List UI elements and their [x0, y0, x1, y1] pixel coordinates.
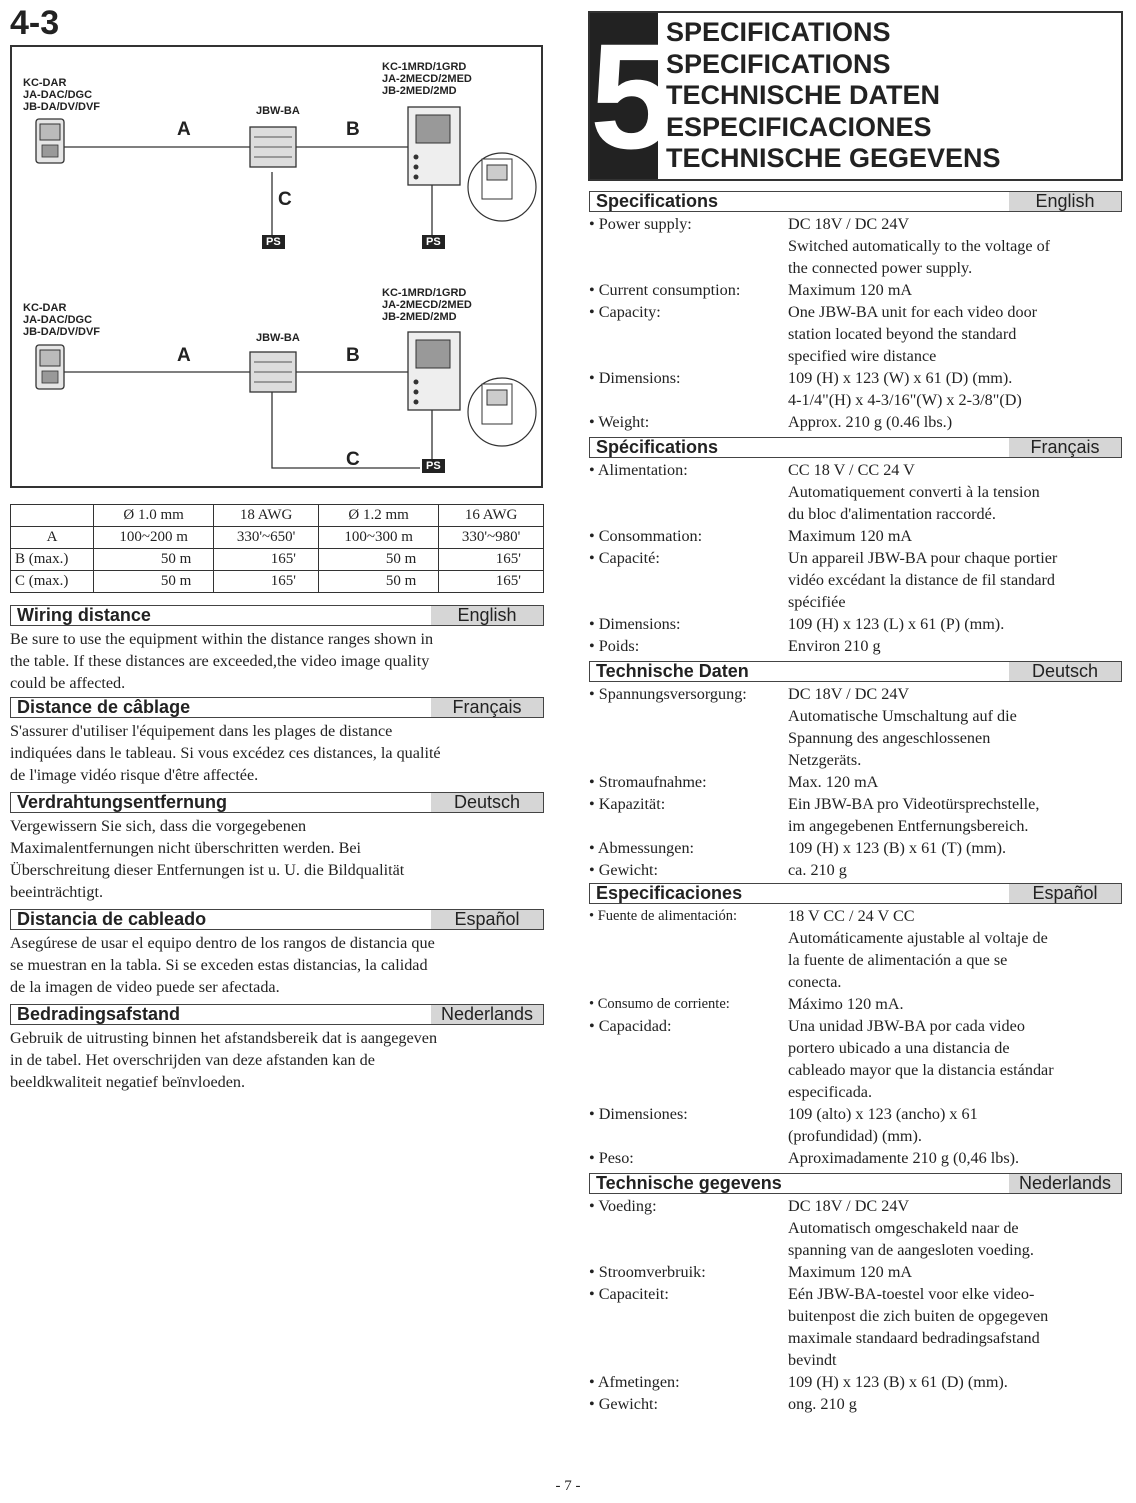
spec-value	[788, 525, 1123, 547]
spec-key: • Consumo de corriente:	[589, 996, 730, 1012]
spec-value	[788, 793, 1123, 837]
spec-key: • Gewicht:	[589, 1395, 659, 1413]
paragraph-line: de l'image vidéo risque d'être affectée.	[10, 766, 259, 784]
spec-value-line: ong. 210 g	[788, 1395, 857, 1413]
spec-row	[589, 1147, 1129, 1169]
chapter-title: SPECIFICATIONS	[666, 48, 891, 79]
power-supply-badge: PS	[422, 459, 445, 473]
language-label: Nederlands	[1009, 1174, 1121, 1193]
spec-value-line: Maximum 120 mA	[788, 527, 913, 545]
door-station-icon	[36, 119, 64, 163]
section-header	[10, 909, 544, 930]
spec-value-line: 18 V CC / 24 V CC	[788, 907, 915, 925]
paragraph-line: Überschreitung dieser Entfernungen ist u. U. die Bildqualität	[10, 861, 405, 879]
spec-row	[589, 1103, 1129, 1147]
table-row	[11, 527, 544, 549]
spec-value-line: Automatische Umschaltung auf die	[788, 707, 1017, 725]
spec-value-line: especificada.	[788, 1083, 873, 1101]
spec-value-line: 109 (H) x 123 (L) x 61 (P) (mm).	[788, 615, 1005, 633]
language-label: English	[1009, 192, 1121, 211]
section-header	[10, 792, 544, 813]
spec-row	[589, 213, 1129, 279]
spec-row	[589, 905, 1129, 993]
paragraph-line: Asegúrese de usar el equipo dentro de los rangos de distancia que	[10, 934, 435, 952]
spec-value	[788, 635, 1123, 657]
paragraph-line: S'assurer d'utiliser l'équipement dans les plages de distance	[10, 722, 393, 740]
spec-value-line: portero ubicado a una distancia de	[788, 1039, 1010, 1057]
table-cell: 100~300 m	[318, 527, 438, 549]
spec-value	[788, 411, 1123, 433]
spec-key: • Current consumption:	[589, 281, 741, 299]
section-paragraph	[10, 932, 544, 998]
section-title: Distance de câblage	[17, 697, 191, 717]
spec-row	[589, 613, 1129, 635]
spec-value	[788, 279, 1123, 301]
table-cell: B (max.)	[11, 549, 94, 571]
spec-value-line: 109 (H) x 123 (B) x 61 (D) (mm).	[788, 1373, 1008, 1391]
section-paragraph	[10, 720, 544, 786]
table-header-row	[11, 505, 544, 527]
spec-key: • Capacidad:	[589, 1017, 672, 1035]
spec-value	[788, 1195, 1123, 1261]
spec-value-line: ca. 210 g	[788, 861, 847, 879]
section-paragraph	[10, 815, 544, 903]
spec-value-line: 109 (H) x 123 (B) x 61 (T) (mm).	[788, 839, 1007, 857]
spec-value	[788, 1147, 1123, 1169]
paragraph-line: Maximalentfernungen nicht überschritten werden. Bei	[10, 839, 362, 857]
spec-row	[589, 793, 1129, 837]
cable-c-label: C	[278, 189, 292, 210]
chapter-title: SPECIFICATIONS	[666, 17, 891, 47]
wiring-diagram	[10, 45, 543, 488]
spec-value	[788, 1261, 1123, 1283]
paragraph-line: de la imagen de video puede ser afectada.	[10, 978, 280, 996]
section-title: Distancia de cableado	[17, 909, 207, 929]
spec-value	[788, 547, 1123, 613]
paragraph-line: Be sure to use the equipment within the distance ranges shown in	[10, 630, 434, 648]
spec-key: • Kapazität:	[589, 795, 666, 813]
section-title: Spécifications	[596, 437, 719, 457]
table-cell: 50 m	[94, 549, 214, 571]
cable-b-label: B	[346, 119, 360, 140]
language-label: Deutsch	[431, 793, 543, 812]
spec-row	[589, 1261, 1129, 1283]
section-title: Technische Daten	[596, 661, 749, 681]
spec-value	[788, 837, 1123, 859]
adaptor-label: JBW-BA	[256, 105, 300, 117]
spec-value-line: la fuente de alimentación a que se	[788, 951, 1008, 969]
table-header-cell: Ø 1.2 mm	[318, 505, 438, 527]
table-cell: 165'	[214, 571, 319, 593]
spec-value-line: specified wire distance	[788, 347, 937, 365]
adaptor-icon	[250, 352, 296, 392]
paragraph-line: in de tabel. Het overschrijden van deze afstanden kan de	[10, 1051, 375, 1069]
spec-value-line: Eén JBW-BA-toestel voor elke video-	[788, 1285, 1035, 1303]
spec-value-line: buitenpost die zich buiten de opgegeven	[788, 1307, 1049, 1325]
section-title: Wiring distance	[17, 605, 151, 625]
section-header	[589, 1173, 1122, 1194]
spec-key: • Abmessungen:	[589, 839, 695, 857]
language-label: English	[431, 606, 543, 625]
spec-value-line: DC 18V / DC 24V	[788, 1197, 910, 1215]
table-header-cell: 16 AWG	[439, 505, 544, 527]
spec-value-line: 109 (alto) x 123 (ancho) x 61	[788, 1105, 978, 1123]
spec-value-line: Max. 120 mA	[788, 773, 879, 791]
spec-row	[589, 771, 1129, 793]
spec-row	[589, 301, 1129, 367]
spec-value-line: Spannung des angeschlossenen	[788, 729, 991, 747]
section-number: 4-3	[10, 4, 60, 42]
spec-row	[589, 1393, 1129, 1415]
spec-row	[589, 367, 1129, 411]
paragraph-line: Gebruik de uitrusting binnen het afstandsbereik dat is aangegeven	[10, 1029, 438, 1047]
spec-row	[589, 547, 1129, 613]
section-title: Technische gegevens	[596, 1173, 782, 1193]
spec-key: • Capacité:	[589, 549, 660, 567]
spec-value-line: Netzgeräts.	[788, 751, 862, 769]
table-cell: 50 m	[318, 549, 438, 571]
spec-value-line: du bloc d'alimentation raccordé.	[788, 505, 996, 523]
table-cell: C (max.)	[11, 571, 94, 593]
section-header	[589, 661, 1122, 682]
spec-row	[589, 1015, 1129, 1103]
spec-value	[788, 771, 1123, 793]
spec-value-line: Una unidad JBW-BA por cada video	[788, 1017, 1025, 1035]
door-station-label: KC-DAR JA-DAC/DGC JB-DA/DV/DVF	[23, 302, 101, 338]
chapter-number: 5	[590, 12, 674, 180]
spec-value-line: DC 18V / DC 24V	[788, 685, 910, 703]
chapter-title: ESPECIFICACIONES	[666, 111, 932, 142]
spec-key: • Gewicht:	[589, 861, 659, 879]
table-cell: 165'	[439, 549, 544, 571]
monitor-label: KC-1MRD/1GRD JA-2MECD/2MED JB-2MED/2MD	[382, 287, 472, 323]
spec-value-line: 109 (H) x 123 (W) x 61 (D) (mm).	[788, 369, 1013, 387]
adaptor-label: JBW-BA	[256, 332, 300, 344]
spec-key: • Afmetingen:	[589, 1373, 680, 1391]
spec-value-line: Automatisch omgeschakeld naar de	[788, 1219, 1019, 1237]
spec-key: • Weight:	[589, 413, 650, 431]
table-header-cell	[11, 505, 94, 527]
spec-value-line: Máximo 120 mA.	[788, 995, 904, 1013]
spec-value	[788, 367, 1123, 411]
spec-value-line: spécifiée	[788, 593, 846, 611]
table-cell: 100~200 m	[94, 527, 214, 549]
spec-row	[589, 279, 1129, 301]
section-title: Bedradingsafstand	[17, 1004, 181, 1024]
spec-key: • Fuente de alimentación:	[589, 908, 738, 924]
spec-value-line: CC 18 V / CC 24 V	[788, 461, 915, 479]
paragraph-line: could be affected.	[10, 674, 126, 692]
spec-key: • Voeding:	[589, 1197, 657, 1215]
spec-row	[589, 1195, 1129, 1261]
spec-value-line: conecta.	[788, 973, 842, 991]
spec-value	[788, 1393, 1123, 1415]
language-label: Español	[431, 910, 543, 929]
spec-value	[788, 1015, 1123, 1103]
language-label: Deutsch	[1009, 662, 1121, 681]
spec-value-line: maximale standaard bedradingsafstand	[788, 1329, 1040, 1347]
spec-value-line: Aproximadamente 210 g (0,46 lbs).	[788, 1149, 1020, 1167]
spec-row	[589, 459, 1129, 525]
language-label: Français	[1009, 438, 1121, 457]
spec-value-line: Approx. 210 g (0.46 lbs.)	[788, 413, 953, 431]
spec-value	[788, 301, 1123, 367]
spec-value-line: Un appareil JBW-BA pour chaque portier	[788, 549, 1058, 567]
spec-value-line: 4-1/4"(H) x 4-3/16"(W) x 2-3/8"(D)	[788, 391, 1022, 409]
monitor-label: KC-1MRD/1GRD JA-2MECD/2MED JB-2MED/2MD	[382, 61, 472, 97]
section-header	[10, 1004, 544, 1025]
spec-value-line: Automatiquement converti à la tension	[788, 483, 1040, 501]
spec-key: • Dimensions:	[589, 615, 681, 633]
spec-row	[589, 1283, 1129, 1371]
spec-row	[589, 859, 1129, 881]
spec-key: • Consommation:	[589, 527, 703, 545]
spec-row	[589, 683, 1129, 771]
adaptor-icon	[250, 127, 296, 167]
chapter-title: TECHNISCHE DATEN	[666, 80, 941, 110]
table-cell: 330'~650'	[214, 527, 319, 549]
spec-value-line: Automáticamente ajustable al voltaje de	[788, 929, 1048, 947]
spec-value	[788, 1103, 1123, 1147]
spec-row	[589, 1371, 1129, 1393]
spec-value-line: Ein JBW-BA pro Videotürsprechstelle,	[788, 795, 1040, 813]
spec-row	[589, 993, 1129, 1015]
paragraph-line: Vergewissern Sie sich, dass die vorgegebenen	[10, 817, 307, 835]
spec-row	[589, 411, 1129, 433]
spec-value	[788, 613, 1123, 635]
cable-b-label: B	[346, 345, 360, 366]
spec-value-line: spanning van de aangesloten voeding.	[788, 1241, 1034, 1259]
door-station-label: KC-DAR JA-DAC/DGC JB-DA/DV/DVF	[23, 77, 101, 113]
spec-key: • Dimensions:	[589, 369, 681, 387]
paragraph-line: beeinträchtigt.	[10, 883, 104, 901]
table-cell: A	[11, 527, 94, 549]
spec-value	[788, 213, 1123, 279]
spec-value-line: bevindt	[788, 1351, 837, 1369]
spec-key: • Poids:	[589, 637, 640, 655]
spec-value-line: Switched automatically to the voltage of	[788, 237, 1051, 255]
table-cell: 50 m	[318, 571, 438, 593]
spec-value-line: cableado mayor que la distancia estándar	[788, 1061, 1054, 1079]
table-row	[11, 571, 544, 593]
table-cell: 50 m	[94, 571, 214, 593]
section-header	[10, 697, 544, 718]
section-paragraph	[10, 1027, 544, 1093]
spec-key: • Stroomverbruik:	[589, 1263, 706, 1281]
monitor-icon	[408, 332, 536, 446]
spec-row	[589, 837, 1129, 859]
chapter-titles	[666, 17, 1001, 175]
spec-value-line: (profundidad) (mm).	[788, 1127, 922, 1145]
paragraph-line: the table. If these distances are exceeded,the video image quality	[10, 652, 430, 670]
language-label: Nederlands	[431, 1005, 543, 1024]
spec-value	[788, 859, 1123, 881]
spec-key: • Power supply:	[589, 215, 692, 233]
spec-value	[788, 1283, 1123, 1371]
page-number: - 7 -	[555, 1478, 581, 1494]
section-header	[589, 883, 1122, 904]
door-station-icon	[36, 345, 64, 389]
spec-value-line: vidéo excédant la distance de fil standard	[788, 571, 1055, 589]
spec-value-line: Maximum 120 mA	[788, 1263, 913, 1281]
language-label: Español	[1009, 884, 1121, 903]
table-header-cell: Ø 1.0 mm	[94, 505, 214, 527]
spec-key: • Capacity:	[589, 303, 661, 321]
spec-value-line: Environ 210 g	[788, 637, 881, 655]
section-paragraph	[10, 628, 544, 694]
language-label: Français	[431, 698, 543, 717]
paragraph-line: indiquées dans le tableau. Si vous excédez ces distances, la qualité	[10, 744, 441, 762]
spec-value	[788, 905, 1123, 993]
spec-value	[788, 459, 1123, 525]
section-title: Especificaciones	[596, 883, 743, 903]
spec-row	[589, 635, 1129, 657]
spec-key: • Dimensiones:	[589, 1105, 688, 1123]
spec-value-line: DC 18V / DC 24V	[788, 215, 910, 233]
table-cell: 165'	[214, 549, 319, 571]
power-supply-badge: PS	[422, 235, 445, 249]
spec-value	[788, 1371, 1123, 1393]
spec-key: • Capaciteit:	[589, 1285, 669, 1303]
table-row	[11, 549, 544, 571]
spec-key: • Alimentation:	[589, 461, 688, 479]
table-cell: 165'	[439, 571, 544, 593]
spec-value-line: Maximum 120 mA	[788, 281, 913, 299]
paragraph-line: beeldkwaliteit negatief beïnvloeden.	[10, 1073, 246, 1091]
section-header	[10, 605, 544, 626]
section-header	[589, 437, 1122, 458]
spec-key: • Spannungsversorgung:	[589, 685, 747, 703]
spec-value-line: station located beyond the standard	[788, 325, 1017, 343]
spec-key: • Stromaufnahme:	[589, 773, 707, 791]
table-cell: 330'~980'	[439, 527, 544, 549]
section-title: Verdrahtungsentfernung	[17, 792, 228, 812]
paragraph-line: se muestran en la tabla. Si se exceden estas distancias, la calidad	[10, 956, 428, 974]
spec-row	[589, 525, 1129, 547]
spec-value-line: im angegebenen Entfernungsbereich.	[788, 817, 1029, 835]
chapter-title: TECHNISCHE GEGEVENS	[666, 143, 1001, 173]
spec-value	[788, 683, 1123, 771]
spec-value	[788, 993, 1123, 1015]
cable-a-label: A	[177, 119, 191, 140]
spec-value-line: the connected power supply.	[788, 259, 973, 277]
monitor-icon	[408, 107, 536, 221]
spec-value-line: One JBW-BA unit for each video door	[788, 303, 1038, 321]
table-header-cell: 18 AWG	[214, 505, 319, 527]
wire-distance-table	[10, 504, 544, 593]
power-supply-badge: PS	[262, 235, 285, 249]
cable-c-label: C	[346, 449, 360, 470]
section-title: Specifications	[596, 191, 719, 211]
specifications-title-block	[588, 11, 1123, 181]
spec-key: • Peso:	[589, 1149, 634, 1167]
section-header	[589, 191, 1122, 212]
cable-a-label: A	[177, 345, 191, 366]
